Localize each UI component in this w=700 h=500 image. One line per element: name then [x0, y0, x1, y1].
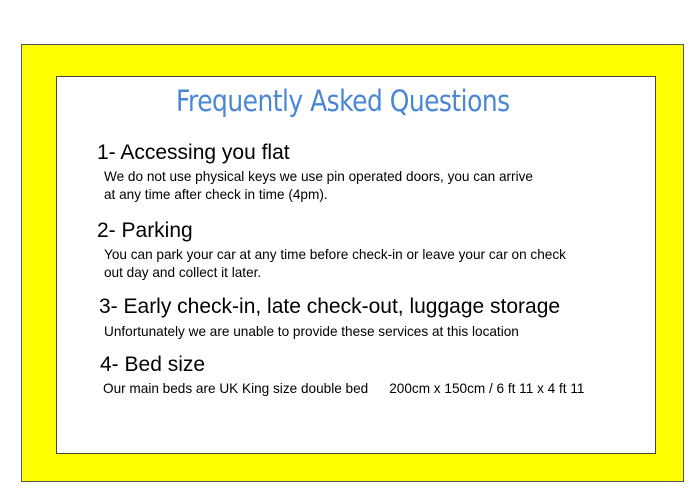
faq-answer-line: out day and collect it later.	[104, 265, 262, 280]
faq-answer-line: You can park your car at any time before check-in or leave your car on check	[104, 247, 566, 262]
faq-answer-access	[104, 168, 533, 204]
faq-heading-checkin: 3- Early check-in, late check-out, luggage storage	[99, 295, 561, 318]
faq-answer-parking	[104, 246, 566, 282]
bed-size-dimensions: 200cm x 150cm / 6 ft 11 x 4 ft 11	[389, 381, 585, 396]
faq-heading-parking: 2- Parking	[97, 219, 193, 242]
faq-answer-checkin	[104, 323, 519, 341]
page-title: Frequently Asked Questions	[176, 84, 510, 118]
faq-answer-bed-size	[103, 380, 584, 398]
faq-answer-line: We do not use physical keys we use pin operated doors, you can arrive	[104, 169, 533, 184]
faq-heading-access: 1- Accessing you flat	[97, 141, 290, 164]
bed-size-text: Our main beds are UK King size double bed	[103, 381, 369, 396]
faq-heading-bed-size: 4- Bed size	[100, 353, 206, 376]
faq-answer-line: at any time after check in time (4pm).	[104, 187, 328, 202]
faq-answer-line: Unfortunately we are unable to provide these services at this location	[104, 324, 519, 339]
